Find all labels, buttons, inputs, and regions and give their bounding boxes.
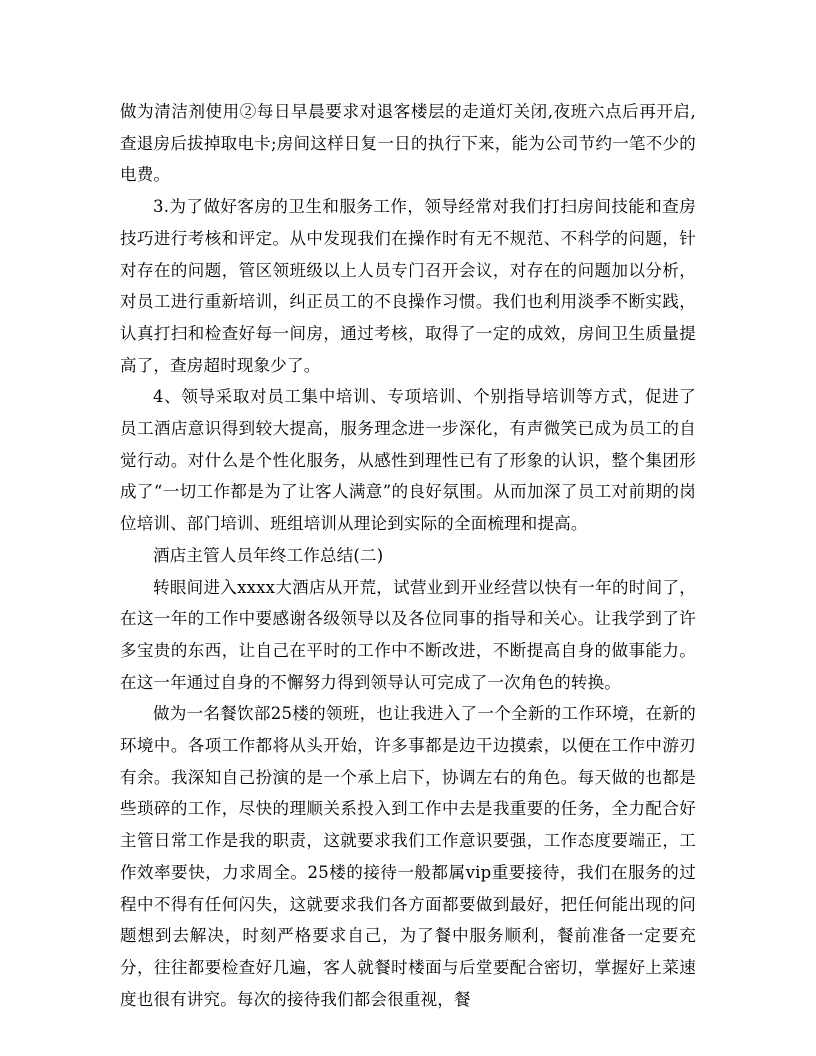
paragraph-4: 转眼间进入xxxx大酒店从开荒，试营业到开业经营以快有一年的时间了，在这一年的工作中要感谢各级领导以及各位同事的指导和关心。让我学到了许多宝贵的东西，让自己在平时的工作中不断改进，不断提高自身的做事能力。在这一年通过自身的不懈努力得到领导认可完成了一次角色的转换。 [120,577,696,692]
paragraph-2: 3.为了做好客房的卫生和服务工作，领导经常对我们打扫房间技能和查房技巧进行考核和评定。从中发现我们在操作时有无不规范、不科学的问题，针对存在的问题，管区领班级以上人员专门召开会议，对存在的问题加以分析，对员工进行重新培训，纠正员工的不良操作习惯。我们也利用淡季不断实践，认真打扫和检查好每一间房，通过考核，取得了一定的成效，房间卫生质量提高了，查房超时现象少了。 [120,197,696,375]
document-body [120,96,696,1015]
paragraph-5: 做为一名餐饮部25楼的领班，也让我进入了一个全新的工作环境，在新的环境中。各项工作都将从头开始，许多事都是边干边摸索，以便在工作中游刃有余。我深知自己扮演的是一个承上启下，协调左右的角色。每天做的也都是些琐碎的工作，尽快的理顺关系投入到工作中去是我重要的任务，全力配合好主管日常工作是我的职责，这就要求我们工作意识要强，工作态度要端正，工作效率要快，力求周全。25楼的接待一般都属vip重要接待，我们在服务的过程中不得有任何闪失，这就要求我们各方面都要做到最好，把任何能出现的问题想到去解决，时刻严格要求自己，为了餐中服务顺利，餐前准备一定要充分，往往都要检查好几遍，客人就餐时楼面与后堂要配合密切，掌握好上菜速度也很有讲究。每次的接待我们都会很重视，餐 [120,704,696,1009]
paragraph-3: 4、领导采取对员工集中培训、专项培训、个别指导培训等方式，促进了员工酒店意识得到较大提高，服务理念进一步深化，有声微笑已成为员工的自觉行动。对什么是个性化服务，从感性到理性已有了形象的认识，整个集团形成了“一切工作都是为了让客人满意”的良好氛围。从而加深了员工对前期的岗位培训、部门培训、班组培训从理论到实际的全面梳理和提高。 [120,387,696,534]
section-heading: 酒店主管人员年终工作总结(二) [153,545,384,565]
paragraph-1: 做为清洁剂使用②每日早晨要求对退客楼层的走道灯关闭,夜班六点后再开启,查退房后拔掉取电卡;房间这样日复一日的执行下来，能为公司节约一笔不少的电费。 [120,102,696,185]
